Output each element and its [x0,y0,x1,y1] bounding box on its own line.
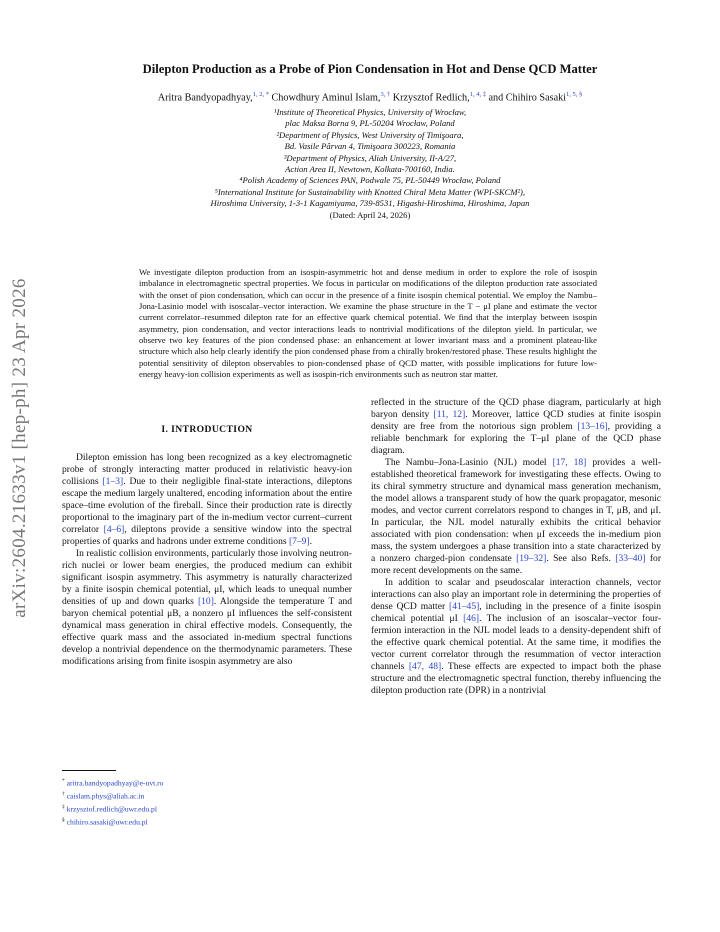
column-right [371,397,661,697]
affiliation-line: Hiroshima University, 1-3-1 Kagamiyama, 739-8531, Higashi-Hiroshima, Hiroshima, Japan [210,198,530,209]
paper-title: Dilepton Production as a Probe of Pion Condensation in Hot and Dense QCD Matter [142,62,598,76]
arxiv-id: arXiv:2604.21633v1 [hep-ph] 23 Apr 2026 [9,278,30,618]
citation-link[interactable]: [19–32] [516,553,547,564]
citation-link[interactable]: [7–9] [288,536,310,547]
citation-link[interactable]: [41–45] [449,601,480,612]
footnote-rule [62,770,116,771]
author-affil-mark[interactable]: 3, † [380,91,391,98]
author-name: and Chihiro Sasaki [488,92,567,104]
citation-link[interactable]: [11, 12] [433,409,466,420]
citation-link[interactable]: [46] [463,613,480,624]
affiliation-line: ²Department of Physics, West University of Timişoara, [276,129,464,140]
author-affil-mark[interactable]: 1, 4, ‡ [469,91,486,98]
citation-link[interactable]: [10] [197,596,214,607]
abstract: We investigate dilepton production from an isospin-asymmetric hot and dense medium in order to explore the role of isospin imbalance in electromagnetic spectral properties. We focus in particular on modifications of the dilepton production rate associated with the onset of pion condensation, which can occur in the presence of a finite isospin chemical potential. We employ the Nambu–Jona-Lasinio model with isoscalar–vector interaction. We examine the phase structure in the T − μI plane and estimate the vector current correlator–resummed dilepton rate for an effective quark chemical potential. We find that the interplay between isospin asymmetry, pion condensation, and vector interactions leads to nontrivial modifications of the dilepton yield. In particular, we observe two key features of the pion condensed phase: an enhancement at lower invariant mass and a prominent plateau-like structure which also help clearly identify the pion condensed phase from a chirally broken/restored phase. These results highlight the potential sensitivity of dilepton observables to pion-condensed phase of QCD matter, with possible implications for future low-energy heavy-ion collision experiments as well as isospin-rich environments such as neutron star matter. [139,267,597,380]
author-affil-mark[interactable]: 1, 5, § [566,91,583,98]
dated-line: (Dated: April 24, 2026) [329,209,411,220]
citation-link[interactable]: [33–40] [615,553,646,564]
citation-link[interactable]: [17, 18] [552,457,587,468]
paragraph: The Nambu–Jona-Lasinio (NJL) model [17, 18] provides a well-established theoretical framework for investigating these effects. Owing to its chiral symmetry structure and dynamical mass generation mechanism, the model allows a transparent study of how the quark propagator, mesonic modes, and vector current correlators respond to changes in T, μB, and μI. In particular, the NJL model naturally exhibits the critical behavior associated with pion condensation: when μI exceeds the in-medium pion mass, the system undergoes a phase transition into a state characterized by a nonzero charged-pion condensate [19–32]. See also Refs. [33–40] for more recent developments on the same. [371,457,662,576]
footnote: † caislam.phys@aliah.ac.in [62,791,145,801]
citation-link[interactable]: [13–16] [577,421,608,432]
affiliation-line: ¹Institute of Theoretical Physics, University of Wrocław, [273,107,467,117]
footnotes [62,776,163,828]
footnote: ‡ krzysztof.redlich@uwr.edu.pl [62,804,157,814]
arxiv-sidebar [4,258,36,638]
email-link[interactable]: chihiro.sasaki@uwr.edu.pl [66,817,148,827]
affiliation-line: ⁴Polish Academy of Sciences PAN, Podwale 75, PL-50449 Wrocław, Poland [239,175,501,186]
citation-link[interactable]: [4–6] [103,524,125,535]
citation-link[interactable]: [47, 48] [408,661,442,672]
affiliation-line: ⁵International Institute for Sustainability with Knotted Chiral Meta Matter (WPI-SKCM²), [214,186,526,197]
author-name: Krzysztof Redlich, [392,92,470,104]
column-left [62,452,352,668]
affiliation-line: ³Department of Physics, Aliah University, II-A/27, [283,152,457,163]
affiliation-line: Action Area II, Newtown, Kolkata-700160, India. [285,164,455,175]
author-name: Aritra Bandyopadhyay, [157,92,253,104]
paragraph: reflected in the structure of the QCD phase diagram, particularly at high baryon density [11, 12]. Moreover, lattice QCD studies at finite isospin density are free from the notorious sign problem [13–16], providing a reliable benchmark for exploring the T–μI plane of the QCD phase diagram. [371,397,661,456]
footnote: § chihiro.sasaki@uwr.edu.pl [62,817,148,827]
affiliation-line: Bd. Vasile Pârvan 4, Timişoara 300223, Romania [284,141,456,152]
email-link[interactable]: aritra.bandyopadhyay@e-uvt.ro [66,778,164,788]
email-link[interactable]: krzysztof.redlich@uwr.edu.pl [66,804,157,814]
affiliations [40,107,700,221]
paragraph: In addition to scalar and pseudoscalar interaction channels, vector interactions can also play an important role in determining the properties of dense QCD matter [41–45], including in the presence of a finite isospin chemical potential μI [46]. The inclusion of an isoscalar–vector four-fermion interaction in the NJL model leads to a density-dependent shift of the effective quark chemical potential. At the same time, it modifies the vector current correlator through the resummation of vector interaction channels [47, 48]. These effects are expected to impact both the phase structure and the electromagnetic spectral function, thereby influencing the dilepton production rate (DPR) in a nontrivial [371,577,661,696]
citation-link[interactable]: [1–3] [102,476,124,487]
author-affil-mark[interactable]: 1, 2, * [252,91,269,98]
section-heading: I. INTRODUCTION [161,424,253,435]
affiliation-line: plac Maksa Borna 9, PL-50204 Wrocław, Poland [285,118,455,129]
footnote: * aritra.bandyopadhyay@e-uvt.ro [62,778,164,788]
author-name: Chowdhury Aminul Islam, [271,92,381,104]
paragraph: Dilepton emission has long been recognized as a key electromagnetic probe of strongly interacting matter produced in relativistic heavy-ion collisions [1–3]. Due to their negligible final-state interactions, dileptons escape the medium largely unaltered, encoding information about the entire space–time evolution of the fireball. Since their production rate is directly proportional to the imaginary part of the in-medium vector current–current correlator [4–6], dileptons provide a sensitive window into the spectral properties of quarks and hadrons under extreme conditions [7–9]. [62,452,352,547]
email-link[interactable]: caislam.phys@aliah.ac.in [66,791,145,801]
author-list [40,91,700,103]
paragraph: In realistic collision environments, particularly those involving neutron-rich nuclei or lower beam energies, the produced medium can exhibit significant isospin asymmetry. This asymmetry is naturally characterized by a finite isospin chemical potential, μI, which leads to unequal number densities of up and down quarks [10]. Alongside the temperature T and baryon chemical potential μB, a nonzero μI influences the self-consistent dynamical mass generation in chiral effective models. Consequently, the effective quark mass and the associated in-medium spectral functions develop a nontrivial dependence on the thermodynamic parameters. These modifications arising from finite isospin asymmetry are also [62,548,352,667]
